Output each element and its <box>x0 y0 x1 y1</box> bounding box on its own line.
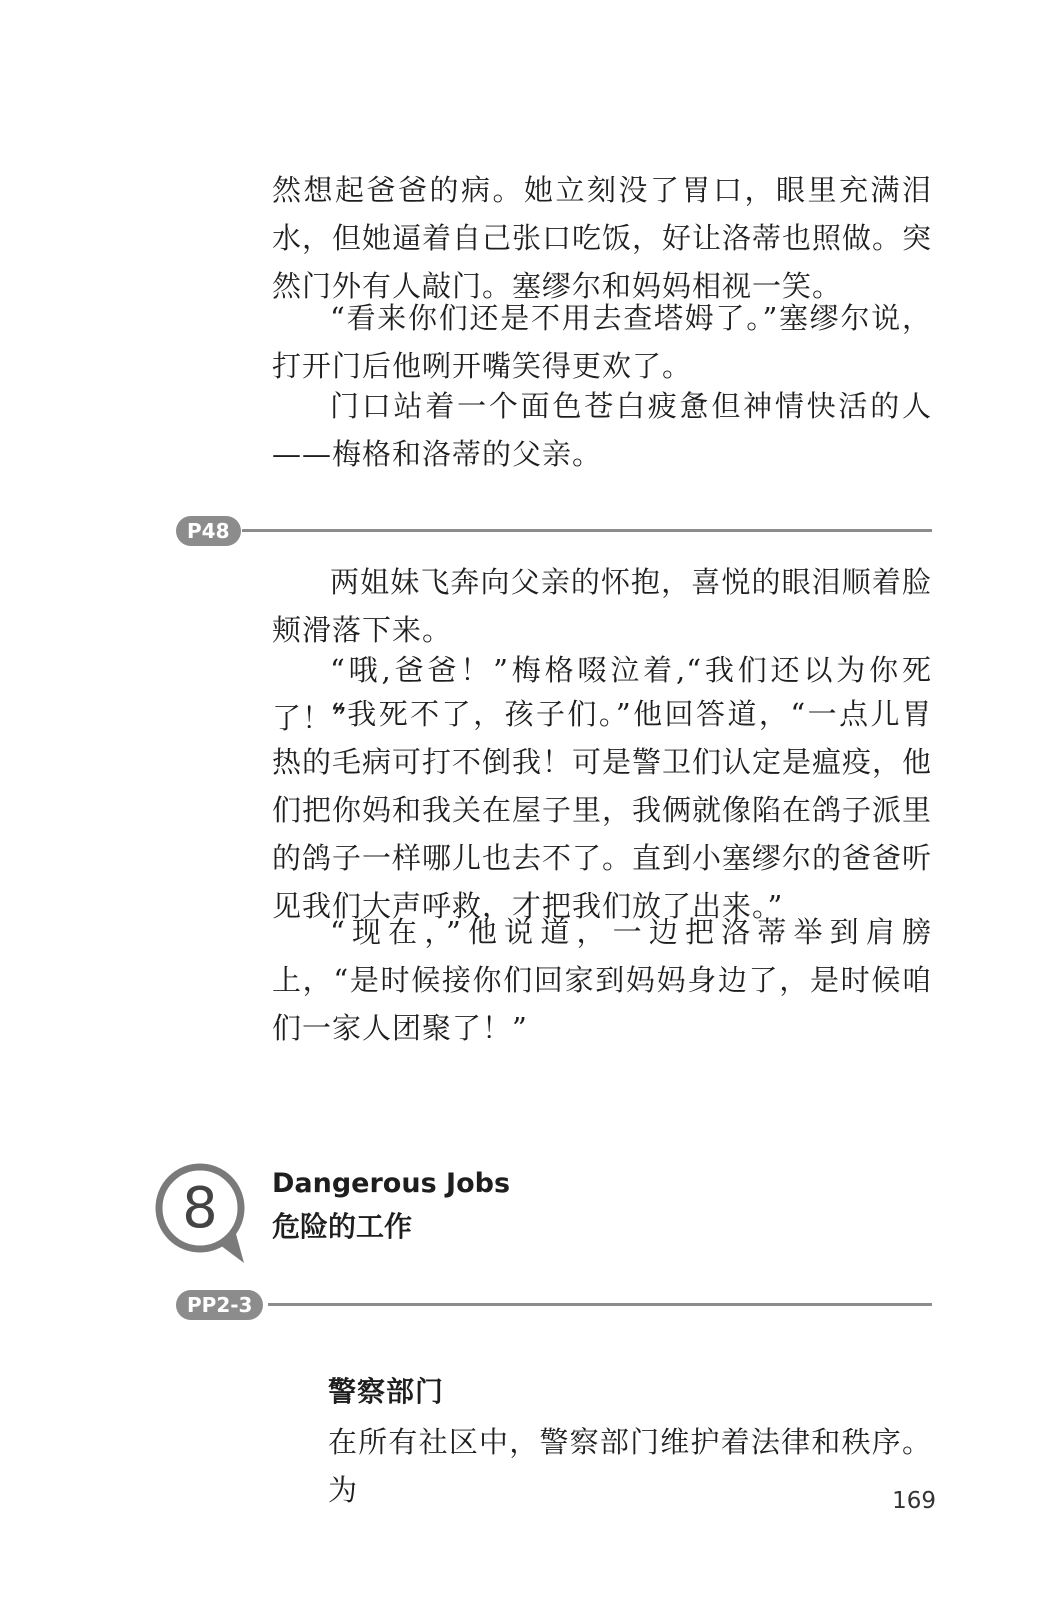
section-label-p48: P48 <box>176 516 241 546</box>
paragraph-father-answers: “我死不了，孩子们。”他回答道，“一点儿胃热的毛病可打不倒我！可是警卫们认定是瘟疫，他们把你妈和我关在屋子里，我俩就像陷在鸽子派里的鸽子一样哪儿也去不了。直到小塞缪尔的爸爸听见我们大声呼救，才把我们放了出来。” <box>272 697 933 923</box>
section-rule <box>268 1303 932 1306</box>
section-marker-pp2-3 <box>176 1290 932 1320</box>
paragraph-sisters-run: 两姐妹飞奔向父亲的怀抱，喜悦的眼泪顺着脸颊滑落下来。 <box>272 565 932 647</box>
section-label-pp2-3: PP2-3 <box>176 1290 263 1320</box>
section-marker-p48 <box>176 516 932 546</box>
chapter-heading <box>154 1162 934 1282</box>
section-rule <box>242 529 932 532</box>
page-number: 169 <box>892 1488 936 1514</box>
paragraph-continuation: 然想起爸爸的病。她立刻没了胃口，眼里充满泪水，但她逼着自己张口吃饭，好让洛蒂也照做。突然门外有人敲门。塞缪尔和妈妈相视一笑。 <box>272 173 933 303</box>
chapter-number: 8 <box>182 1176 218 1241</box>
chapter-number-badge-icon <box>154 1162 250 1266</box>
paragraph-samuel-says: “看来你们还是不用去查塔姆了。”塞缪尔说，打开门后他咧开嘴笑得更欢了。 <box>272 301 932 383</box>
chapter-title-chinese: 危险的工作 <box>272 1210 413 1243</box>
chapter-title-english: Dangerous Jobs <box>272 1168 511 1199</box>
subheading-police-department: 警察部门 <box>328 1375 445 1408</box>
paragraph-meg-sobs: “哦,爸爸！”梅格啜泣着,“我们还以为你死了！” <box>272 653 932 735</box>
paragraph-police-intro: 在所有社区中，警察部门维护着法律和秩序。为 <box>328 1425 932 1507</box>
paragraph-father-at-door: 门口站着一个面色苍白疲惫但神情快活的人——梅格和洛蒂的父亲。 <box>272 389 932 471</box>
paragraph-go-home: “现在，”他说道，一边把洛蒂举到肩膀上，“是时候接你们回家到妈妈身边了，是时候咱们一家人团聚了！” <box>272 915 932 1045</box>
